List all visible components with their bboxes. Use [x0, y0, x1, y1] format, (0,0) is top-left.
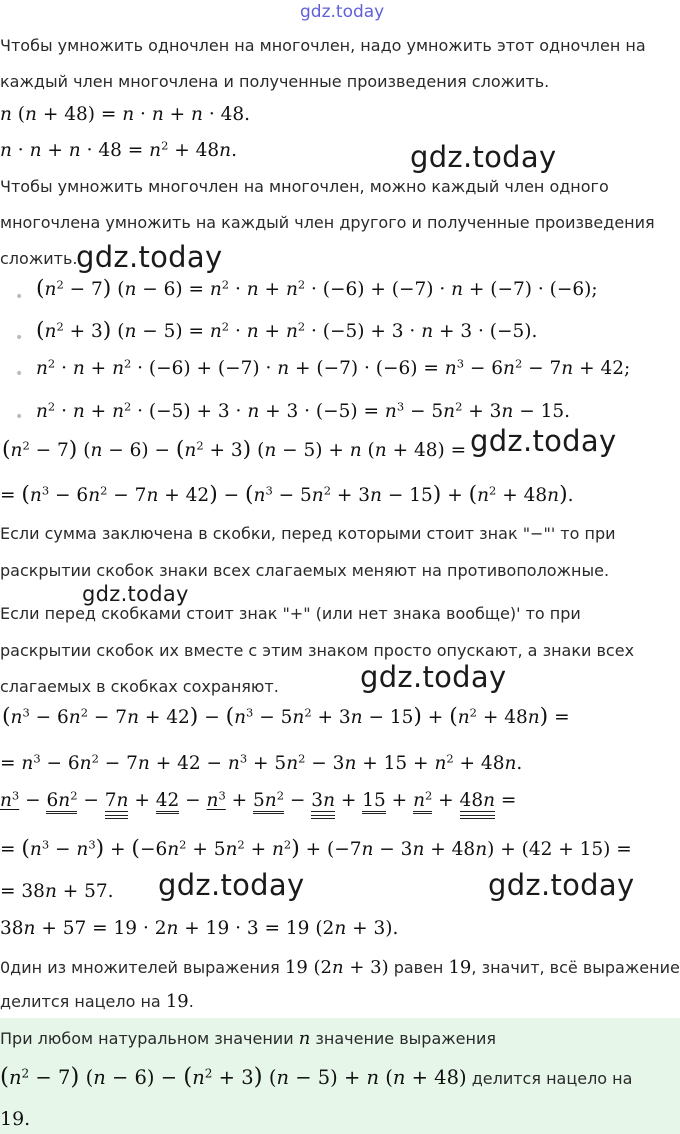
bullet-marker: • — [15, 366, 24, 382]
text-rule-polynomial-2: многочлена умножить на каждый член другого и полученные произведения — [0, 213, 655, 232]
conclusion-line-3: 19. — [0, 1108, 31, 1130]
watermark: gdz.today — [410, 140, 557, 174]
text-rule-polynomial-1: Чтобы умножить многочлен на многочлен, можно каждый член одного — [0, 177, 609, 196]
formula-bullet-4: $n^2 \cdot n + n^2 \cdot (-5) + 3 \cdot n + 3 \cdot (-5) = n^3 - 5n^2 + 3n - 15$. — [36, 399, 571, 422]
text-rule-plus-3: слагаемых в скобках сохраняют. — [0, 677, 279, 696]
watermark: gdz.today — [470, 424, 617, 458]
watermark: gdz.today — [82, 582, 189, 606]
formula-main-2: = $(n^3 - 6n^2 - 7n + 42) - (n^3 - 5n^2 + 3n - 15) + (n^2 + 48n)$. — [0, 482, 574, 507]
watermark-top: gdz.today — [300, 2, 385, 22]
formula-result: = 38n + 57. — [0, 881, 114, 902]
formula-grouped: = $(n^3 - n^3) + (-6n^2 + 5n^2 + n^2) + (-7n - 3n + 48n) + (42 + 15)$ = — [0, 836, 632, 861]
watermark: gdz.today — [488, 868, 635, 902]
formula-bullet-3: $n^2 \cdot n + n^2 \cdot (-6) + (-7) \cdot n + (-7) \cdot (-6) = n^3 - 6n^2 - 7n + 42$; — [36, 356, 631, 379]
text-divisibility-2: делится нацело на 19. — [0, 991, 194, 1012]
formula-main-1: $(n^2 - 7) (n - 6) - (n^2 + 3) (n - 5) + n$ (n + 48) = — [2, 437, 467, 462]
bullet-marker: • — [15, 409, 24, 425]
bullet-marker: • — [15, 289, 24, 305]
conclusion-line-2: $(n^2 - 7) (n - 6) - (n^2 + 3) (n - 5) + n$ (n + 48) делится нацело на — [0, 1064, 633, 1090]
formula-expand-2: = $n^3 - 6n^2 - 7n + 42 - n^3 + 5n^2 - 3n + 15 + n^2 + 48n$. — [0, 751, 523, 774]
conclusion-line-1: При любом натуральном значении n значение выражения — [0, 1028, 496, 1049]
formula-grouping-underlined: $n^3 - 6n^2 - 7n + 42 - n^3 + 5n^2 - 3n + 15 + n^2 + 48n$ = — [0, 790, 516, 811]
text-divisibility-1: 0дин из множителей выражения 19 (2n + 3) равен 19, значит, всё выражение — [0, 957, 680, 978]
text-rule-minus-2: раскрытии скобок знаки всех слагаемых меняют на противоположные. — [0, 561, 610, 580]
text-rule-plus-2: раскрытии скобок их вместе с этим знаком просто опускают, а знаки всех — [0, 641, 635, 660]
text-rule-polynomial-3: сложить. — [0, 249, 78, 268]
bullet-marker: • — [15, 330, 24, 346]
text-rule-minus-1: Если сумма заключена в скобки, перед которыми стоит знак "−"' то при — [0, 524, 616, 543]
formula-expand-1: $(n^3 - 6n^2 - 7n + 42) - (n^3 - 5n^2 + 3n - 15) + (n^2 + 48n)$ = — [2, 704, 570, 729]
formula-bullet-2: $(n^2 + 3) (n - 5) = n^2 \cdot n + n^2 \cdot (-5) + 3 \cdot n + 3 \cdot (-5)$. — [36, 318, 538, 343]
formula-2: $n \cdot n + n \cdot 48 = n^2 + 48n$. — [0, 138, 237, 161]
text-rule-monomial-1: Чтобы умножить одночлен на многочлен, надо умножить этот одночлен на — [0, 36, 646, 55]
watermark: gdz.today — [360, 660, 507, 694]
formula-factor: 38n + 57 = 19 · 2n + 19 · 3 = 19 (2n + 3). — [0, 918, 399, 939]
text-rule-monomial-2: каждый член многочлена и полученные произведения сложить. — [0, 72, 550, 91]
watermark: gdz.today — [158, 868, 305, 902]
text-rule-plus-1: Если перед скобками стоит знак "+" (или нет знака вообще)' то при — [0, 604, 581, 623]
watermark: gdz.today — [76, 240, 223, 274]
formula-bullet-1: $(n^2 - 7) (n - 6) = n^2 \cdot n + n^2 \cdot (-6) + (-7) \cdot n + (-7) \cdot (-6)$; — [36, 276, 598, 301]
formula-1: n (n + 48) = n · n + n · 48. — [0, 104, 251, 125]
